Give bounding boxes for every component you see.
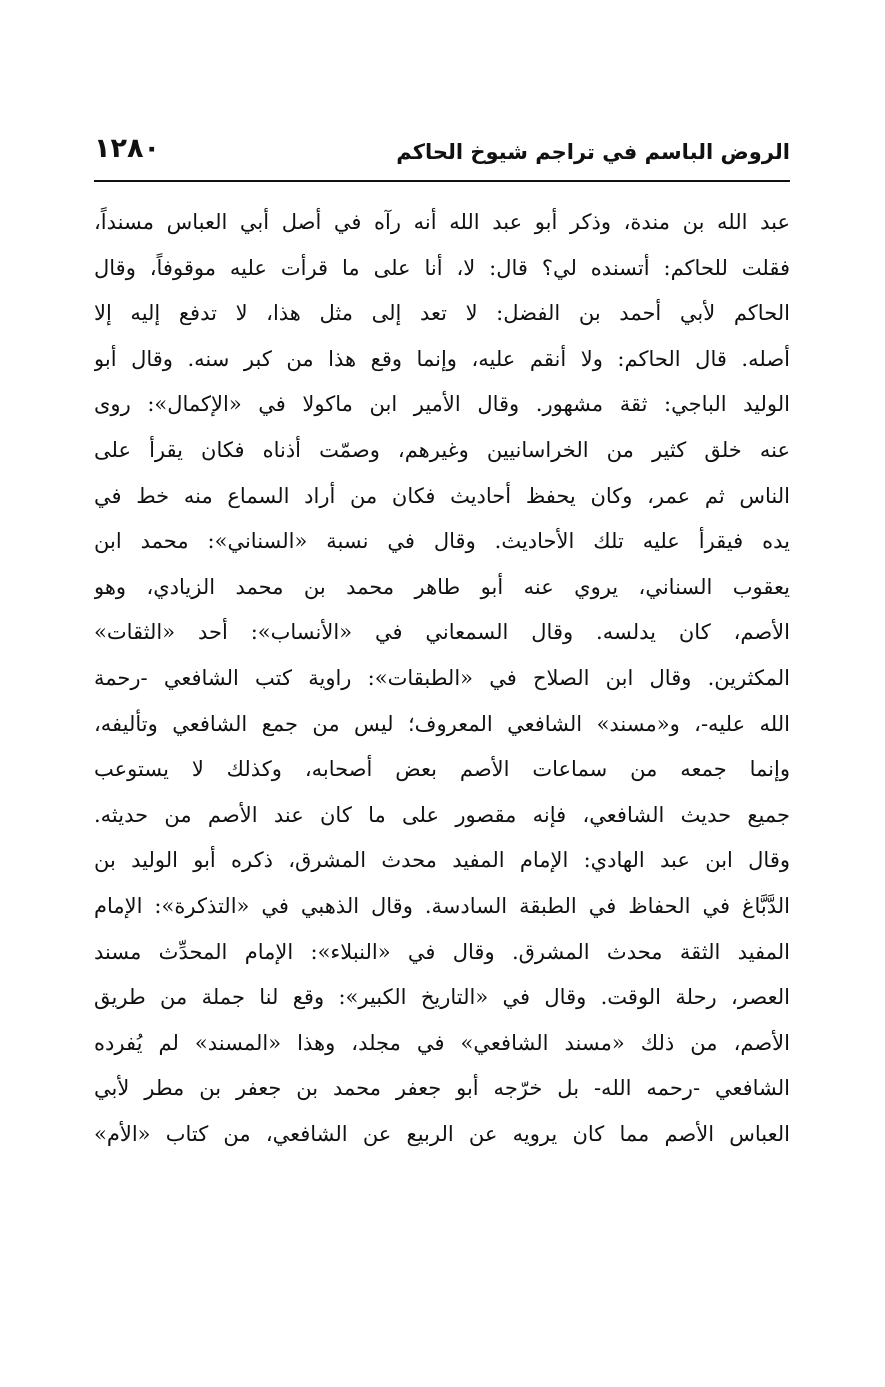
text-line: الله عليه-، و«مسند» الشافعي المعروف؛ ليس من جمع الشافعي وتأليفه، (94, 711, 790, 736)
text-line: الحاكم لأبي أحمد بن الفضل: لا تعد إلى مثل هذا، لا تدفع إليه إلا (94, 301, 790, 326)
text-line: الأصم، كان يدلسه. وقال السمعاني في «الأنساب»: أحد «الثقات» (94, 620, 790, 645)
text-line: يعقوب السناني، يروي عنه أبو طاهر محمد بن محمد الزيادي، وهو (94, 574, 790, 599)
text-line: عبد الله بن مندة، وذكر أبو عبد الله أنه رآه في أصل أبي العباس مسنداً، (94, 210, 790, 234)
text-line: وقال ابن عبد الهادي: الإمام المفيد محدث المشرق، ذكره أبو الوليد بن (94, 848, 790, 873)
text-line: المفيد الثقة محدث المشرق. وقال في «النبلاء»: الإمام المحدِّث مسند (94, 939, 790, 964)
text-line: أصله. قال الحاكم: ولا أنقم عليه، وإنما وقع هذا من كبر سنه. وقال أبو (94, 346, 790, 371)
text-line: الدَّبَّاغ في الحفاظ في الطبقة السادسة. وقال الذهبي في «التذكرة»: الإمام (94, 893, 790, 918)
text-line: الوليد الباجي: ثقة مشهور. وقال الأمير ابن ماكولا في «الإكمال»: روى (94, 392, 790, 417)
text-line: العباس الأصم مما كان يرويه عن الربيع عن الشافعي، من كتاب «الأم» (94, 1121, 790, 1146)
text-line: الشافعي -رحمه الله- بل خرّجه أبو جعفر محمد بن جعفر بن مطر لأبي (94, 1076, 790, 1101)
header-rule (94, 180, 790, 182)
text-line: جميع حديث الشافعي، فإنه مقصور على ما كان عند الأصم من حديثه. (94, 802, 790, 827)
running-title: الروض الباسم في تراجم شيوخ الحاكم (396, 140, 790, 164)
page-header (94, 132, 790, 172)
text-line: الناس ثم عمر، وكان يحفظ أحاديث فكان من أراد السماع منه خط في (94, 483, 790, 508)
text-line: فقلت للحاكم: أتسنده لي؟ قال: لا، أنا على ما قرأت عليه موقوفاً، وقال (94, 255, 790, 280)
text-line: يده فيقرأ عليه تلك الأحاديث. وقال في نسبة «السناني»: محمد ابن (94, 529, 790, 554)
body-text (94, 200, 790, 1157)
text-line: وإنما جمعه من سماعات الأصم بعض أصحابه، وكذلك لا يستوعب (94, 757, 790, 782)
page-number: ١٢٨٠ (94, 133, 160, 164)
text-line: العصر، رحلة الوقت. وقال في «التاريخ الكبير»: وقع لنا جملة من طريق (94, 985, 790, 1010)
text-line: عنه خلق كثير من الخراسانيين وغيرهم، وصمّت أذناه فكان يقرأ على (94, 437, 790, 462)
text-line: المكثرين. وقال ابن الصلاح في «الطبقات»: راوية كتب الشافعي -رحمة (94, 665, 790, 690)
text-line: الأصم، من ذلك «مسند الشافعي» في مجلد، وهذا «المسند» لم يُفرده (94, 1030, 790, 1055)
